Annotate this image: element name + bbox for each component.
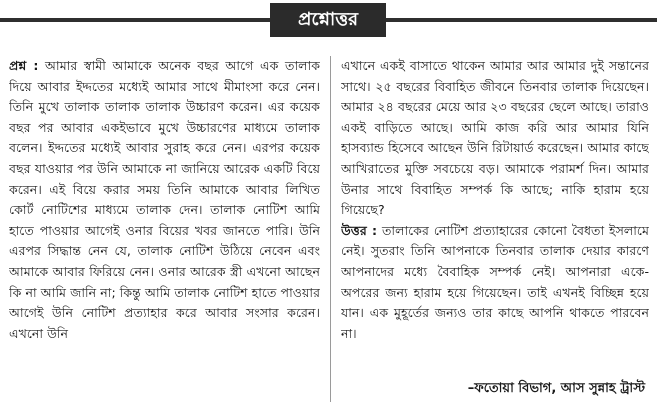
column-left <box>9 56 320 408</box>
column-right <box>341 56 649 408</box>
answer-label: উত্তর : <box>341 222 378 238</box>
question-continued: এখানে একই বাসাতে থাকেন আমার আর আমার দুই সন্তানের সাথে। ২৫ বছরের বিবাহিত জীবনে তিনবার তালাক দিয়েছেন। আমার ২৪ বছরের মেয়ে আর ২৩ বছরের ছেলে আছে। তারাও একই বাড়িতে আছে। আমি কাজ করি আর আমার যিনি হাসব্যান্ড হিসেবে আছেন উনি রিটায়ার্ড করেছেন। আমার কাছে আখিরাতের মুক্তি সবচেয়ে বড়। আমাকে পরামর্শ দিন। আমার উনার সাথে বিবাহিত সম্পর্ক কি আছে; নাকি হারাম হয়ে গিয়েছে? <box>341 58 649 218</box>
section-title: প্রশ্নোত্তর <box>270 3 386 37</box>
question-label: প্রশ্ন : <box>9 58 39 73</box>
answer-paragraph <box>341 221 649 345</box>
answer-text: তালাকের নোটিশ প্রত্যাহারের কোনো বৈধতা ইসলামে নেই। সুতরাং তিনি আপনাকে তিনবার তালাক দেয়ার কারণে আপনাদের মধ্যে বৈবাহিক সম্পর্ক নেই। আপনারা একে-অপরের জন্য হারাম হয়ে গিয়েছেন। তাই এখনই বিচ্ছিন্ন হয়ে যান। এক মুহূর্তের জন্যও তার কাছে আপনি থাকতে পারবেন না। <box>341 222 649 341</box>
column-divider <box>330 56 331 402</box>
header-bar <box>0 0 657 40</box>
signature: –ফতোয়া বিভাগ, আস সুন্নাহ ট্রাস্ট <box>467 381 645 396</box>
question-text-part1: আমার স্বামী আমাকে অনেক বছর আগে এক তালাক দিয়ে আবার ইদ্দতের মধ্যেই আমার সাথে মীমাংসা করে নেন। তিনি মুখে তালাক তালাক তালাক উচ্চারণ করেন। এর কয়েক বছর পর আবার একইভাবে মুখে উচ্চারণের মাধ্যমে তালাক বলেন। ইদ্দতের মধ্যেই আবার সুরাহ করে নেন। এরপর কয়েক বছর যাওয়ার পর উনি আমাকে না জানিয়ে আরেক একটি বিয়ে করেন। এই বিয়ে করার সময় তিনি আমাকে আবার লিখিত কোর্ট নোটিশের মাধ্যমে তালাক দেন। তালাক নোটিশ আমি হাতে পাওয়ার আগেই ওনার বিয়ের খবর জানতে পারি। উনি এরপর সিদ্ধান্ত নেন যে, তালাক নোটিশ উঠিয়ে নেবেন এবং আমাকে আবার ফিরিয়ে নেন। ওনার আরেক স্ত্রী এখনো আছেন কি না আমি জানি না; কিন্তু আমি তালাক নোটিশ হাতে পাওয়ার আগেই উনি নোটিশ প্রত্যাহার করে আবার সংসার করেন। এখনো উনি <box>9 58 320 341</box>
question-paragraph <box>9 56 320 344</box>
